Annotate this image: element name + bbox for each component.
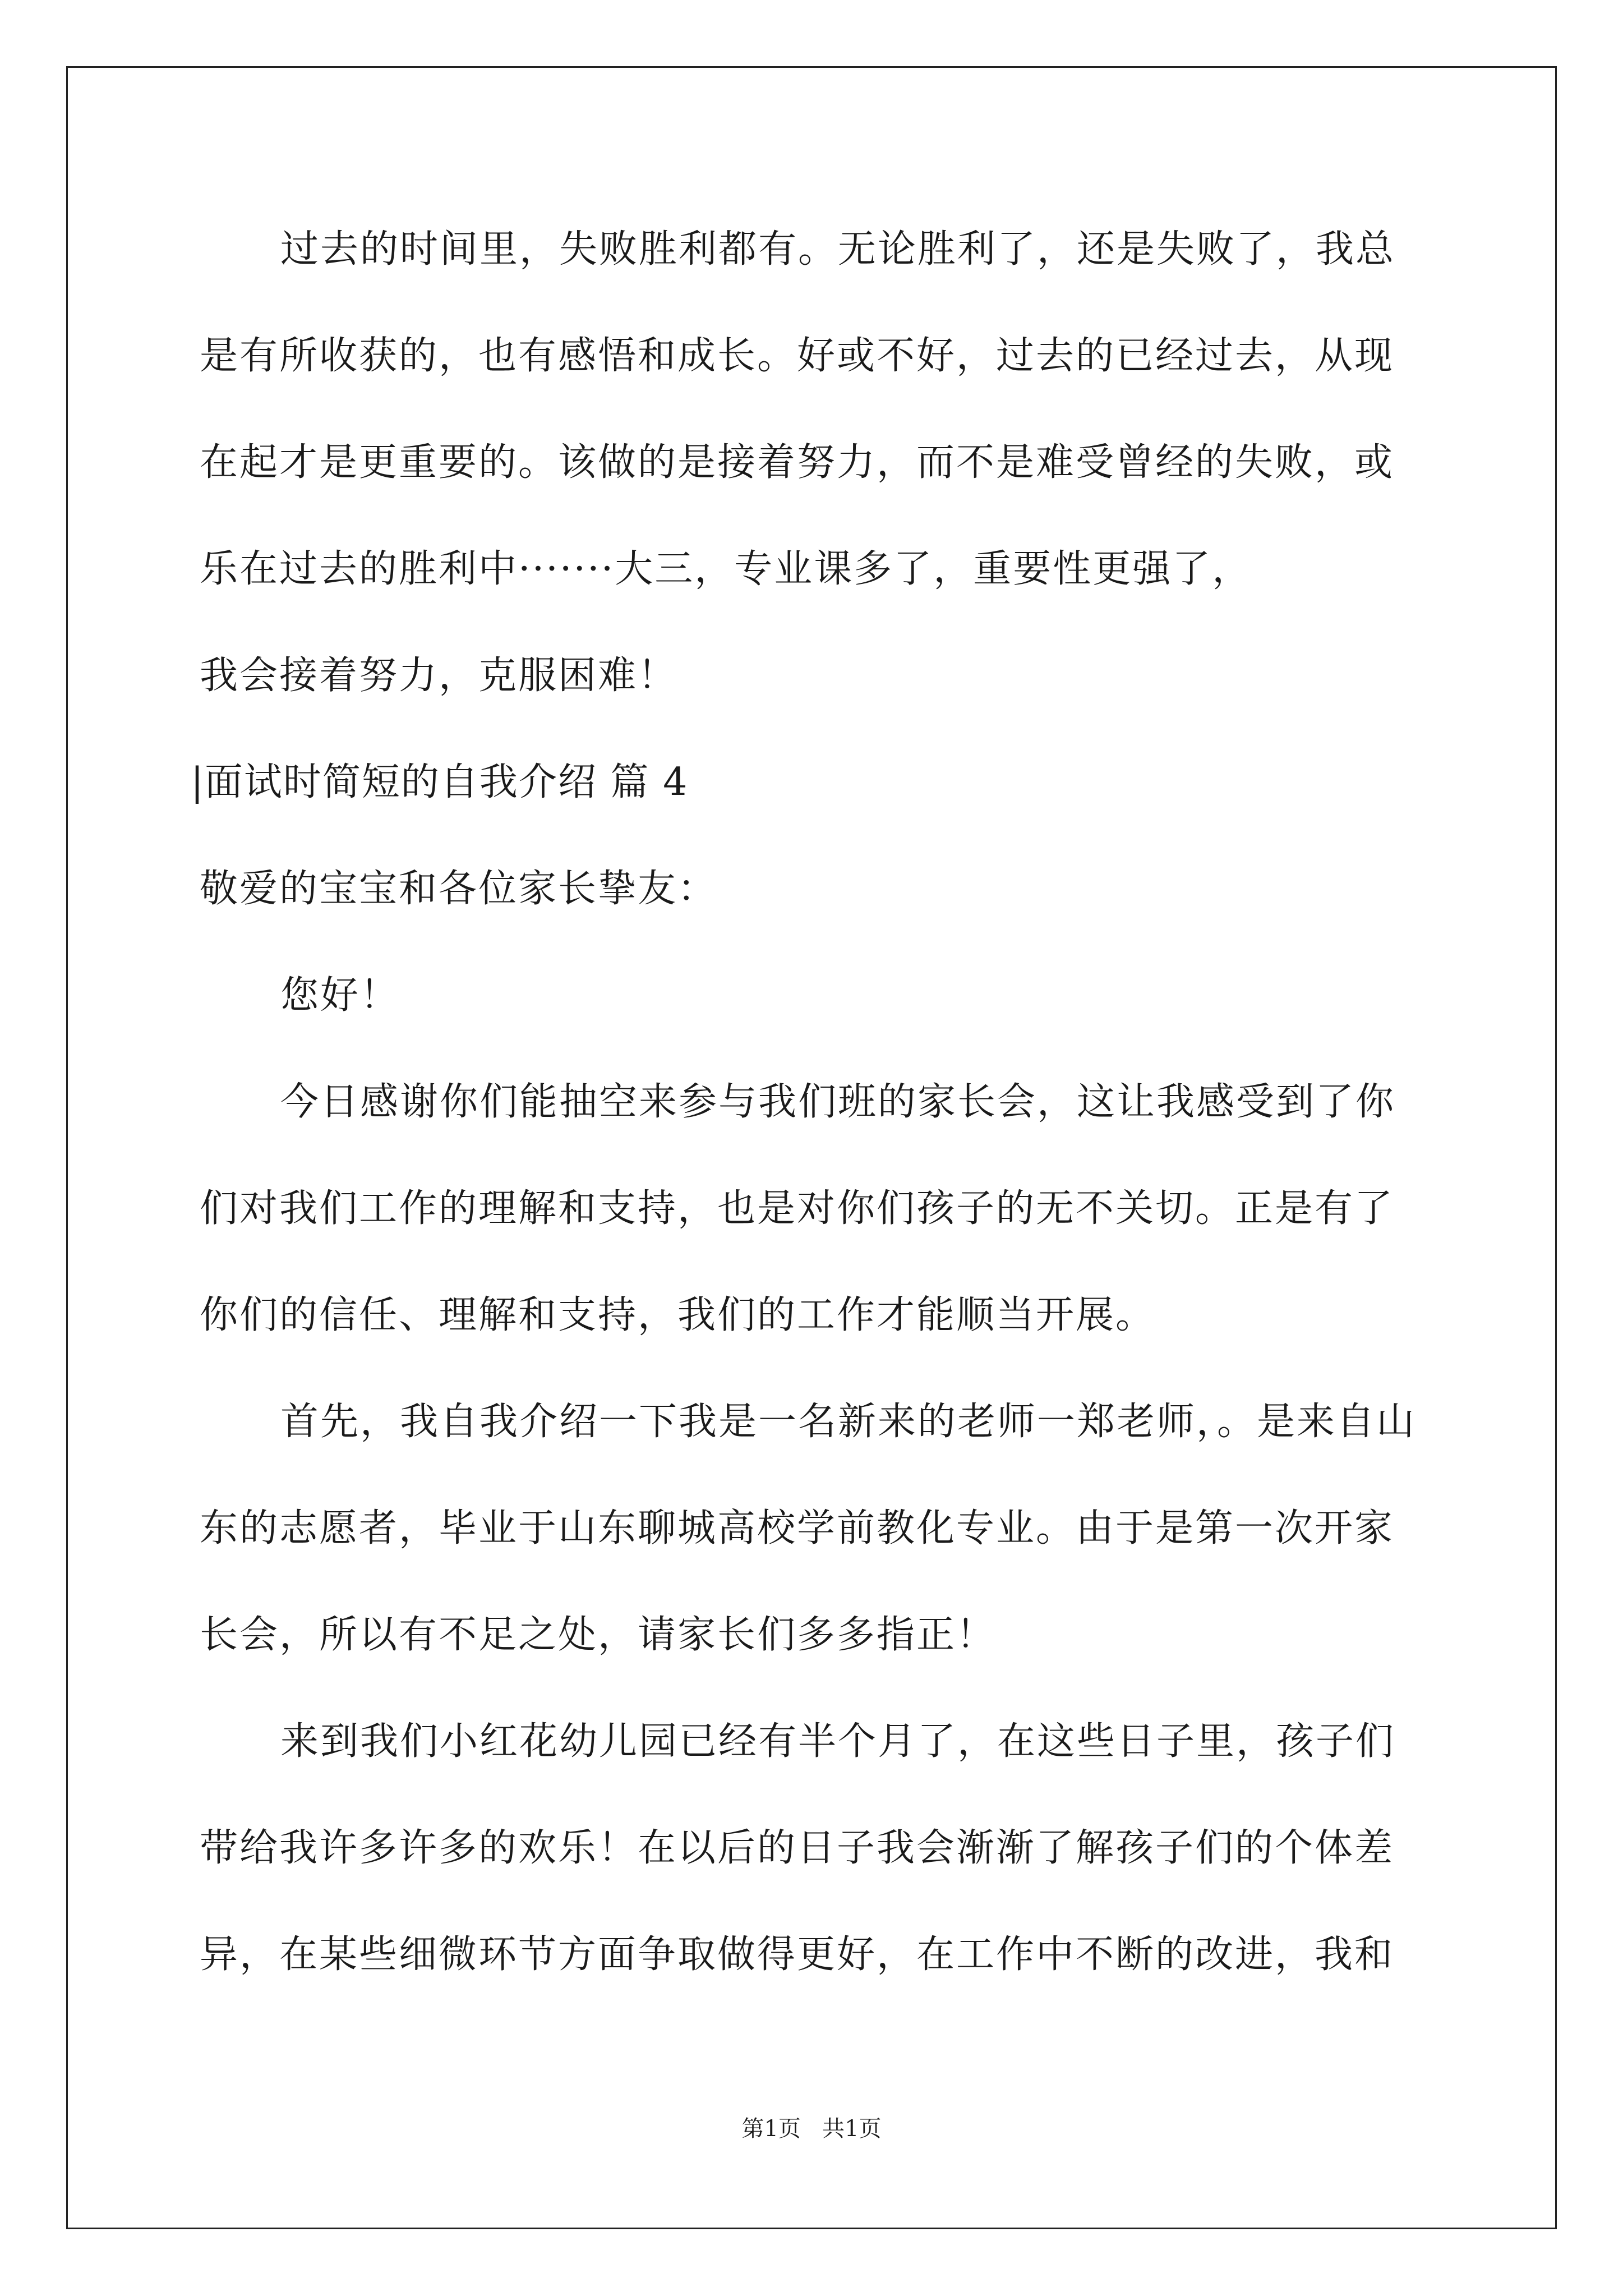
paragraph-3-line-2: 东的志愿者，毕业于山东聊城高校学前教化专业。由于是第一次开家 [200,1506,1395,1550]
paragraph-3-line-1: 首先，我自我介绍一下我是一名新来的老师一郑老师，。是来自山 [280,1400,1417,1444]
salutation: 敬爱的宝宝和各位家长挚友： [200,867,718,911]
paragraph-2-line-2: 们对我们工作的理解和支持，也是对你们孩子的无不关切。正是有了 [200,1186,1395,1231]
paragraph-4-line-1: 来到我们小红花幼儿园已经有半个月了，在这些日子里，孩子们 [280,1719,1396,1764]
paragraph-1-line-2: 是有所收获的，也有感悟和成长。好或不好，过去的已经过去，从现 [200,334,1395,378]
paragraph-4-line-3: 异，在某些细微环节方面争取做得更好，在工作中不断的改进，我和 [200,1932,1395,1977]
paragraph-2-line-3: 你们的信任、理解和支持，我们的工作才能顺当开展。 [200,1293,1156,1337]
paragraph-4-line-2: 带给我许多许多的欢乐！在以后的日子我会渐渐了解孩子们的个体差 [200,1826,1395,1870]
page-border [66,66,1557,2229]
paragraph-1-line-3: 在起才是更重要的。该做的是接着努力，而不是难受曾经的失败，或 [200,440,1395,485]
paragraph-1-line-4: 乐在过去的胜利中·······大三，专业课多了，重要性更强了， [200,547,1252,591]
page-footer: 第1页 共1页 [741,2116,882,2142]
paragraph-1-line-1: 过去的时间里，失败胜利都有。无论胜利了，还是失败了，我总 [280,227,1396,272]
paragraph-3-line-3: 长会，所以有不足之处，请家长们多多指正！ [200,1613,997,1657]
paragraph-2-line-1: 今日感谢你们能抽空来参与我们班的家长会，这让我感受到了你 [280,1080,1396,1124]
section-title: |面试时简短的自我介绍 篇 4 [191,760,689,804]
greeting: 您好！ [280,973,400,1018]
paragraph-1-line-5: 我会接着努力，克服困难！ [200,654,678,698]
